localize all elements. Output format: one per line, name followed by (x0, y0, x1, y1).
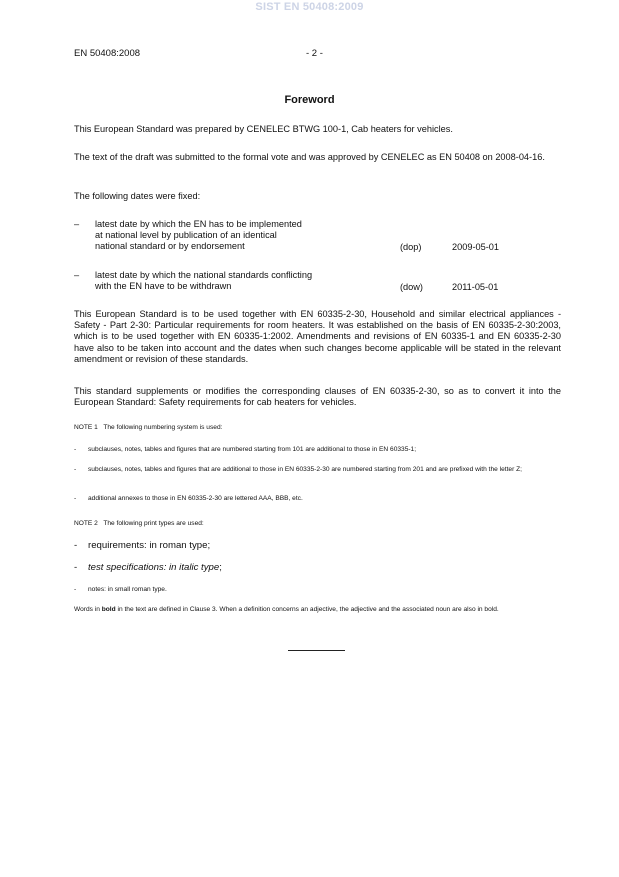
list-dash: - (74, 586, 77, 593)
bold-words-pre: Words in (74, 606, 102, 613)
bold-words-post: in the text are defined in Clause 3. When a definition concerns an adjective, the adjective and the associated noun are also in bold. (115, 606, 499, 613)
list-dash: - (74, 495, 77, 502)
note2-item-roman: requirements: in roman type; (88, 540, 211, 551)
date-code-dow: (dow) (400, 282, 423, 292)
italic-text: test specifications: in italic type (88, 562, 220, 573)
date-item-line: national standard or by endorsement (95, 241, 245, 252)
note1-item: subclauses, notes, tables and figures that are numbered starting from 101 are additional to those in EN 60335-1; (88, 446, 417, 453)
date-item-dop (95, 219, 385, 253)
bold-words-paragraph (74, 605, 561, 614)
end-rule (288, 650, 345, 651)
page-number: - 2 - (306, 48, 323, 59)
note1-item: additional annexes to those in EN 60335-2-30 are lettered AAA, BBB, etc. (88, 495, 303, 502)
document-id: EN 50408:2008 (74, 48, 141, 59)
date-item-dow (95, 270, 385, 292)
note1-item: subclauses, notes, tables and figures that are additional to those in EN 60335-2-30 are numbered starting from 201 and are prefixed with the letter Z; (88, 466, 522, 473)
paragraph-used-together: This European Standard is to be used together with EN 60335-2-30, Household and similar electrical appliances - Safety - Part 2-30: Particular requirements for room heaters. It was established on the basis of EN 60335-2-30:2003, which is to be used together with EN 60335-1:2002. Amendments and revisions of EN 60335-1 and EN 60335-2-30 have also to be taken into account and the dates when such changes become applicable will be stated in the relevant amendment or revision of these standards. (74, 309, 561, 364)
note2-item-italic (88, 562, 222, 573)
date-item-line: latest date by which the national standards conflicting (95, 270, 313, 280)
note2 (74, 519, 204, 528)
date-item-line: at national level by publication of an identical (95, 230, 277, 241)
page-title: Foreword (284, 94, 335, 106)
note1-label: NOTE 1 (74, 424, 98, 431)
paragraph-draft: The text of the draft was submitted to the formal vote and was approved by CENELEC as EN 50408 on 2008-04-16. (74, 152, 545, 162)
italic-suffix: ; (219, 562, 222, 573)
list-dash: – (74, 270, 80, 280)
note2-label: NOTE 2 (74, 520, 98, 527)
date-item-line: with the EN have to be withdrawn (95, 281, 232, 292)
paragraph-supplements: This standard supplements or modifies the corresponding clauses of EN 60335-2-30, so as to convert it into the European Standard: Safety requirements for cab heaters for vehicles. (74, 386, 561, 408)
list-dash: – (74, 219, 80, 229)
paragraph-dates-intro: The following dates were fixed: (74, 191, 201, 201)
list-dash: - (74, 562, 78, 573)
note1 (74, 423, 222, 432)
note2-text: The following print types are used: (103, 520, 204, 527)
date-value-dow: 2011-05-01 (452, 282, 499, 292)
date-value-dop: 2009-05-01 (452, 242, 499, 252)
watermark: SIST EN 50408:2009 (255, 1, 364, 13)
paragraph-prepared: This European Standard was prepared by CENELEC BTWG 100-1, Cab heaters for vehicles. (74, 124, 453, 134)
note2-item-small: notes: in small roman type. (88, 586, 167, 593)
note1-text: The following numbering system is used: (103, 424, 223, 431)
list-dash: - (74, 466, 77, 473)
list-dash: - (74, 446, 77, 453)
date-item-line: latest date by which the EN has to be implemented (95, 219, 302, 229)
list-dash: - (74, 540, 78, 551)
bold-words-bold: bold (101, 606, 116, 613)
date-code-dop: (dop) (400, 242, 422, 252)
